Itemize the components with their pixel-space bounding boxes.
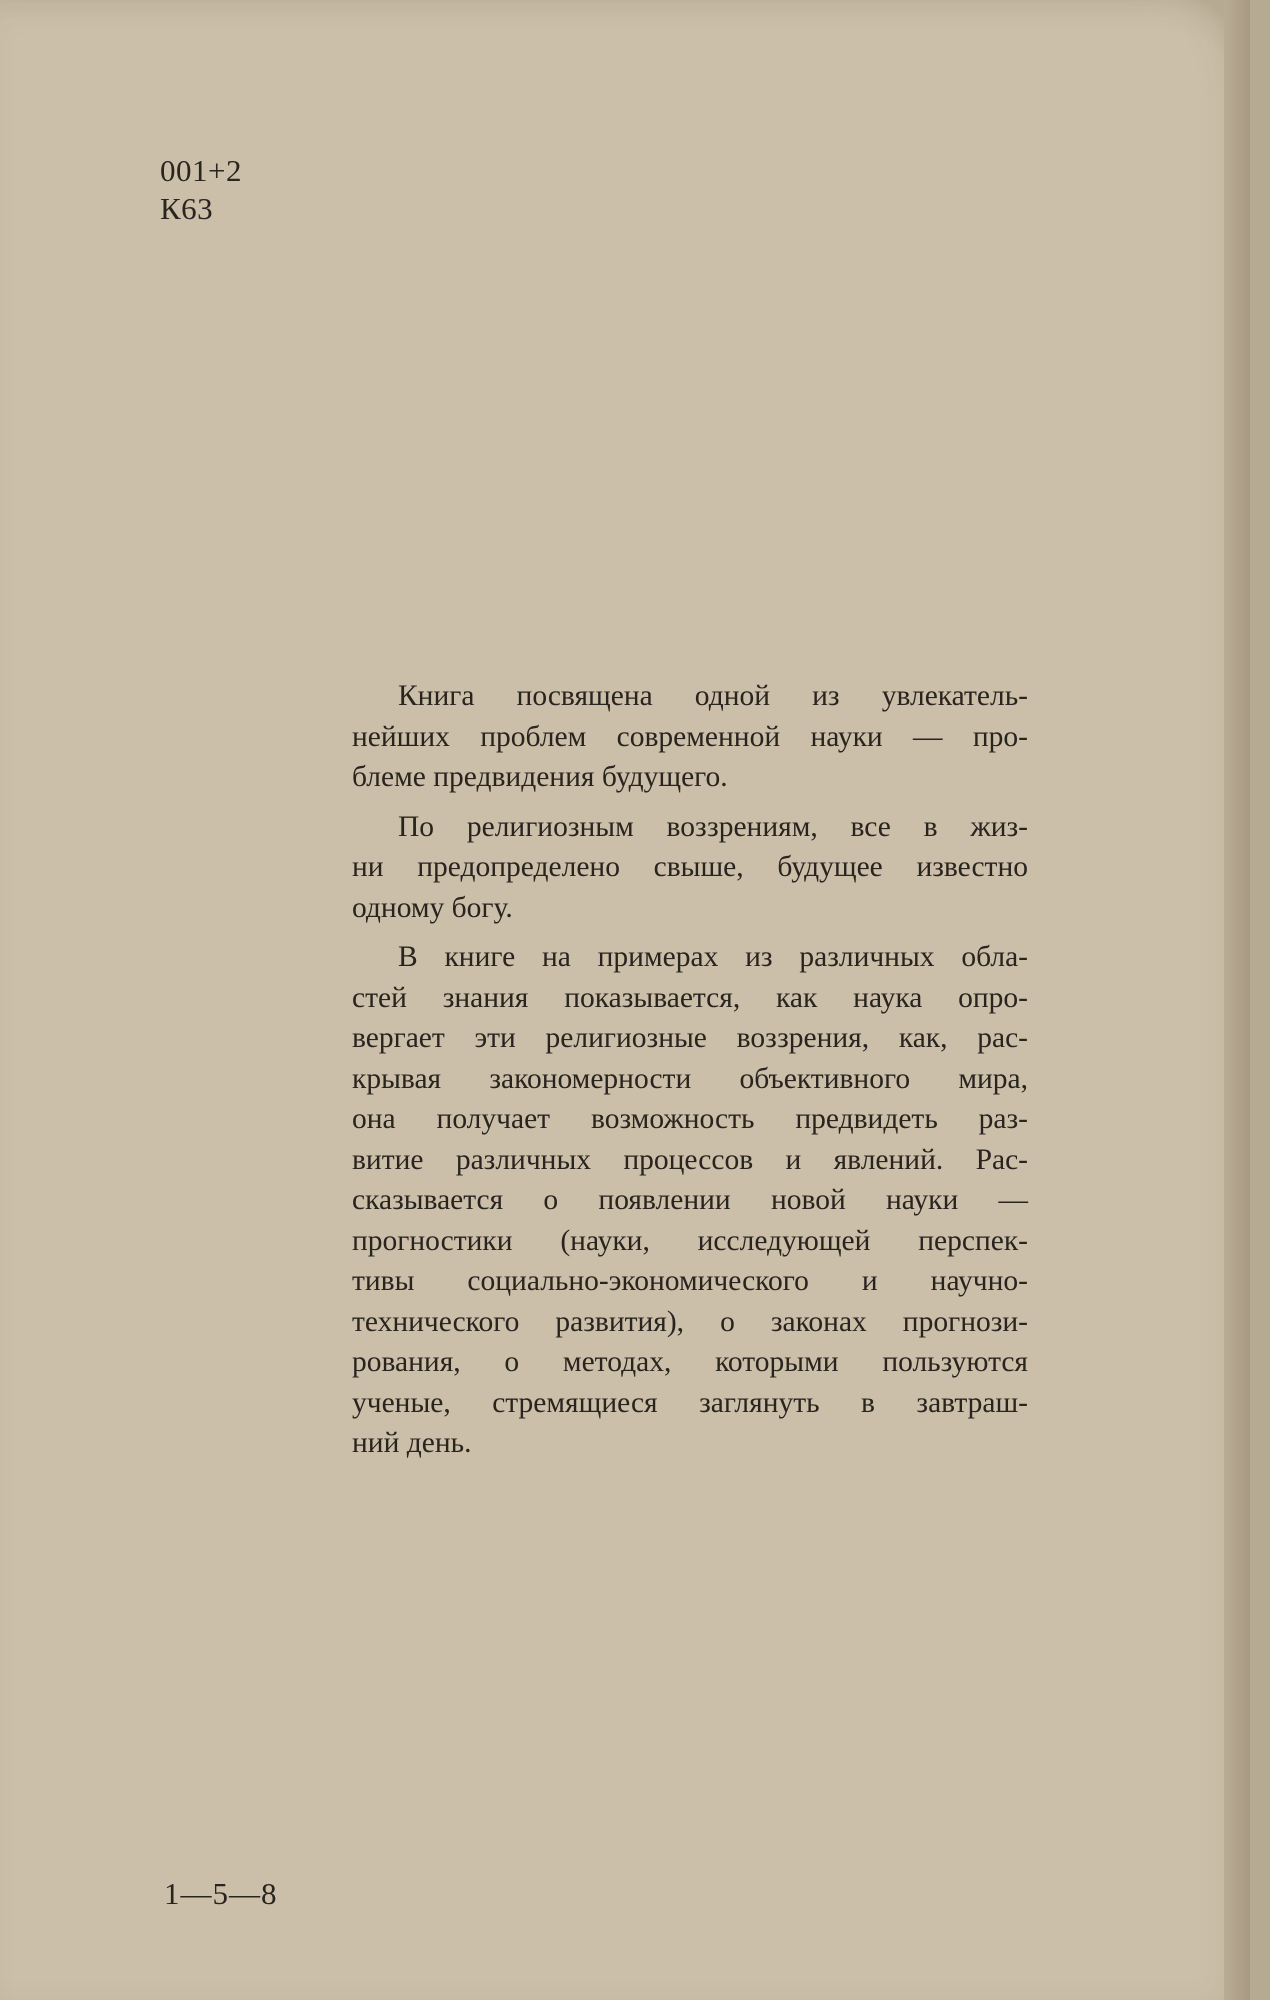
print-code: 1—5—8 xyxy=(164,1876,278,1911)
text-line: одному богу. xyxy=(352,891,513,924)
annotation-paragraph xyxy=(352,676,1028,798)
text-line: ни предопределено свыше, будущее известно xyxy=(352,851,1028,883)
text-line: крывая закономерности объективного мира, xyxy=(352,1062,1028,1095)
page-edge xyxy=(1224,0,1250,2000)
text-line: Книга посвящена одной из увлекатель- xyxy=(398,680,1028,712)
text-line: блеме предвидения будущего. xyxy=(352,761,728,793)
annotation-paragraph xyxy=(352,807,1028,929)
text-line: она получает возможность предвидеть раз- xyxy=(352,1103,1028,1135)
author-mark: К63 xyxy=(160,191,214,226)
text-line: В книге на примерах из различных обла- xyxy=(398,941,1028,973)
udc-code: 001+2 xyxy=(160,153,242,188)
annotation-paragraph xyxy=(352,937,1028,1464)
text-line: сказывается о появлении новой науки — xyxy=(352,1184,1028,1216)
text-line: тивы социально-экономического и научно- xyxy=(352,1265,1028,1297)
text-line: ученые, стремящиеся заглянуть в завтраш- xyxy=(352,1386,1028,1419)
text-line: технического развития), о законах прогнози- xyxy=(352,1305,1028,1338)
annotation-text xyxy=(352,676,1028,1473)
text-line: витие различных процессов и явлений. Рас- xyxy=(352,1143,1028,1176)
text-line: вергает эти религиозные воззрения, как, рас- xyxy=(352,1022,1028,1054)
text-line: ний день. xyxy=(352,1427,472,1459)
text-line: прогностики (науки, исследующей перспек- xyxy=(352,1224,1028,1257)
text-line: нейших проблем современной науки — про- xyxy=(352,720,1028,753)
text-line: стей знания показывается, как наука опро- xyxy=(352,981,1028,1014)
classification-block xyxy=(160,152,242,228)
text-line: По религиозным воззрениям, все в жиз- xyxy=(398,810,1028,843)
text-line: рования, о методах, которыми пользуются xyxy=(352,1346,1028,1378)
